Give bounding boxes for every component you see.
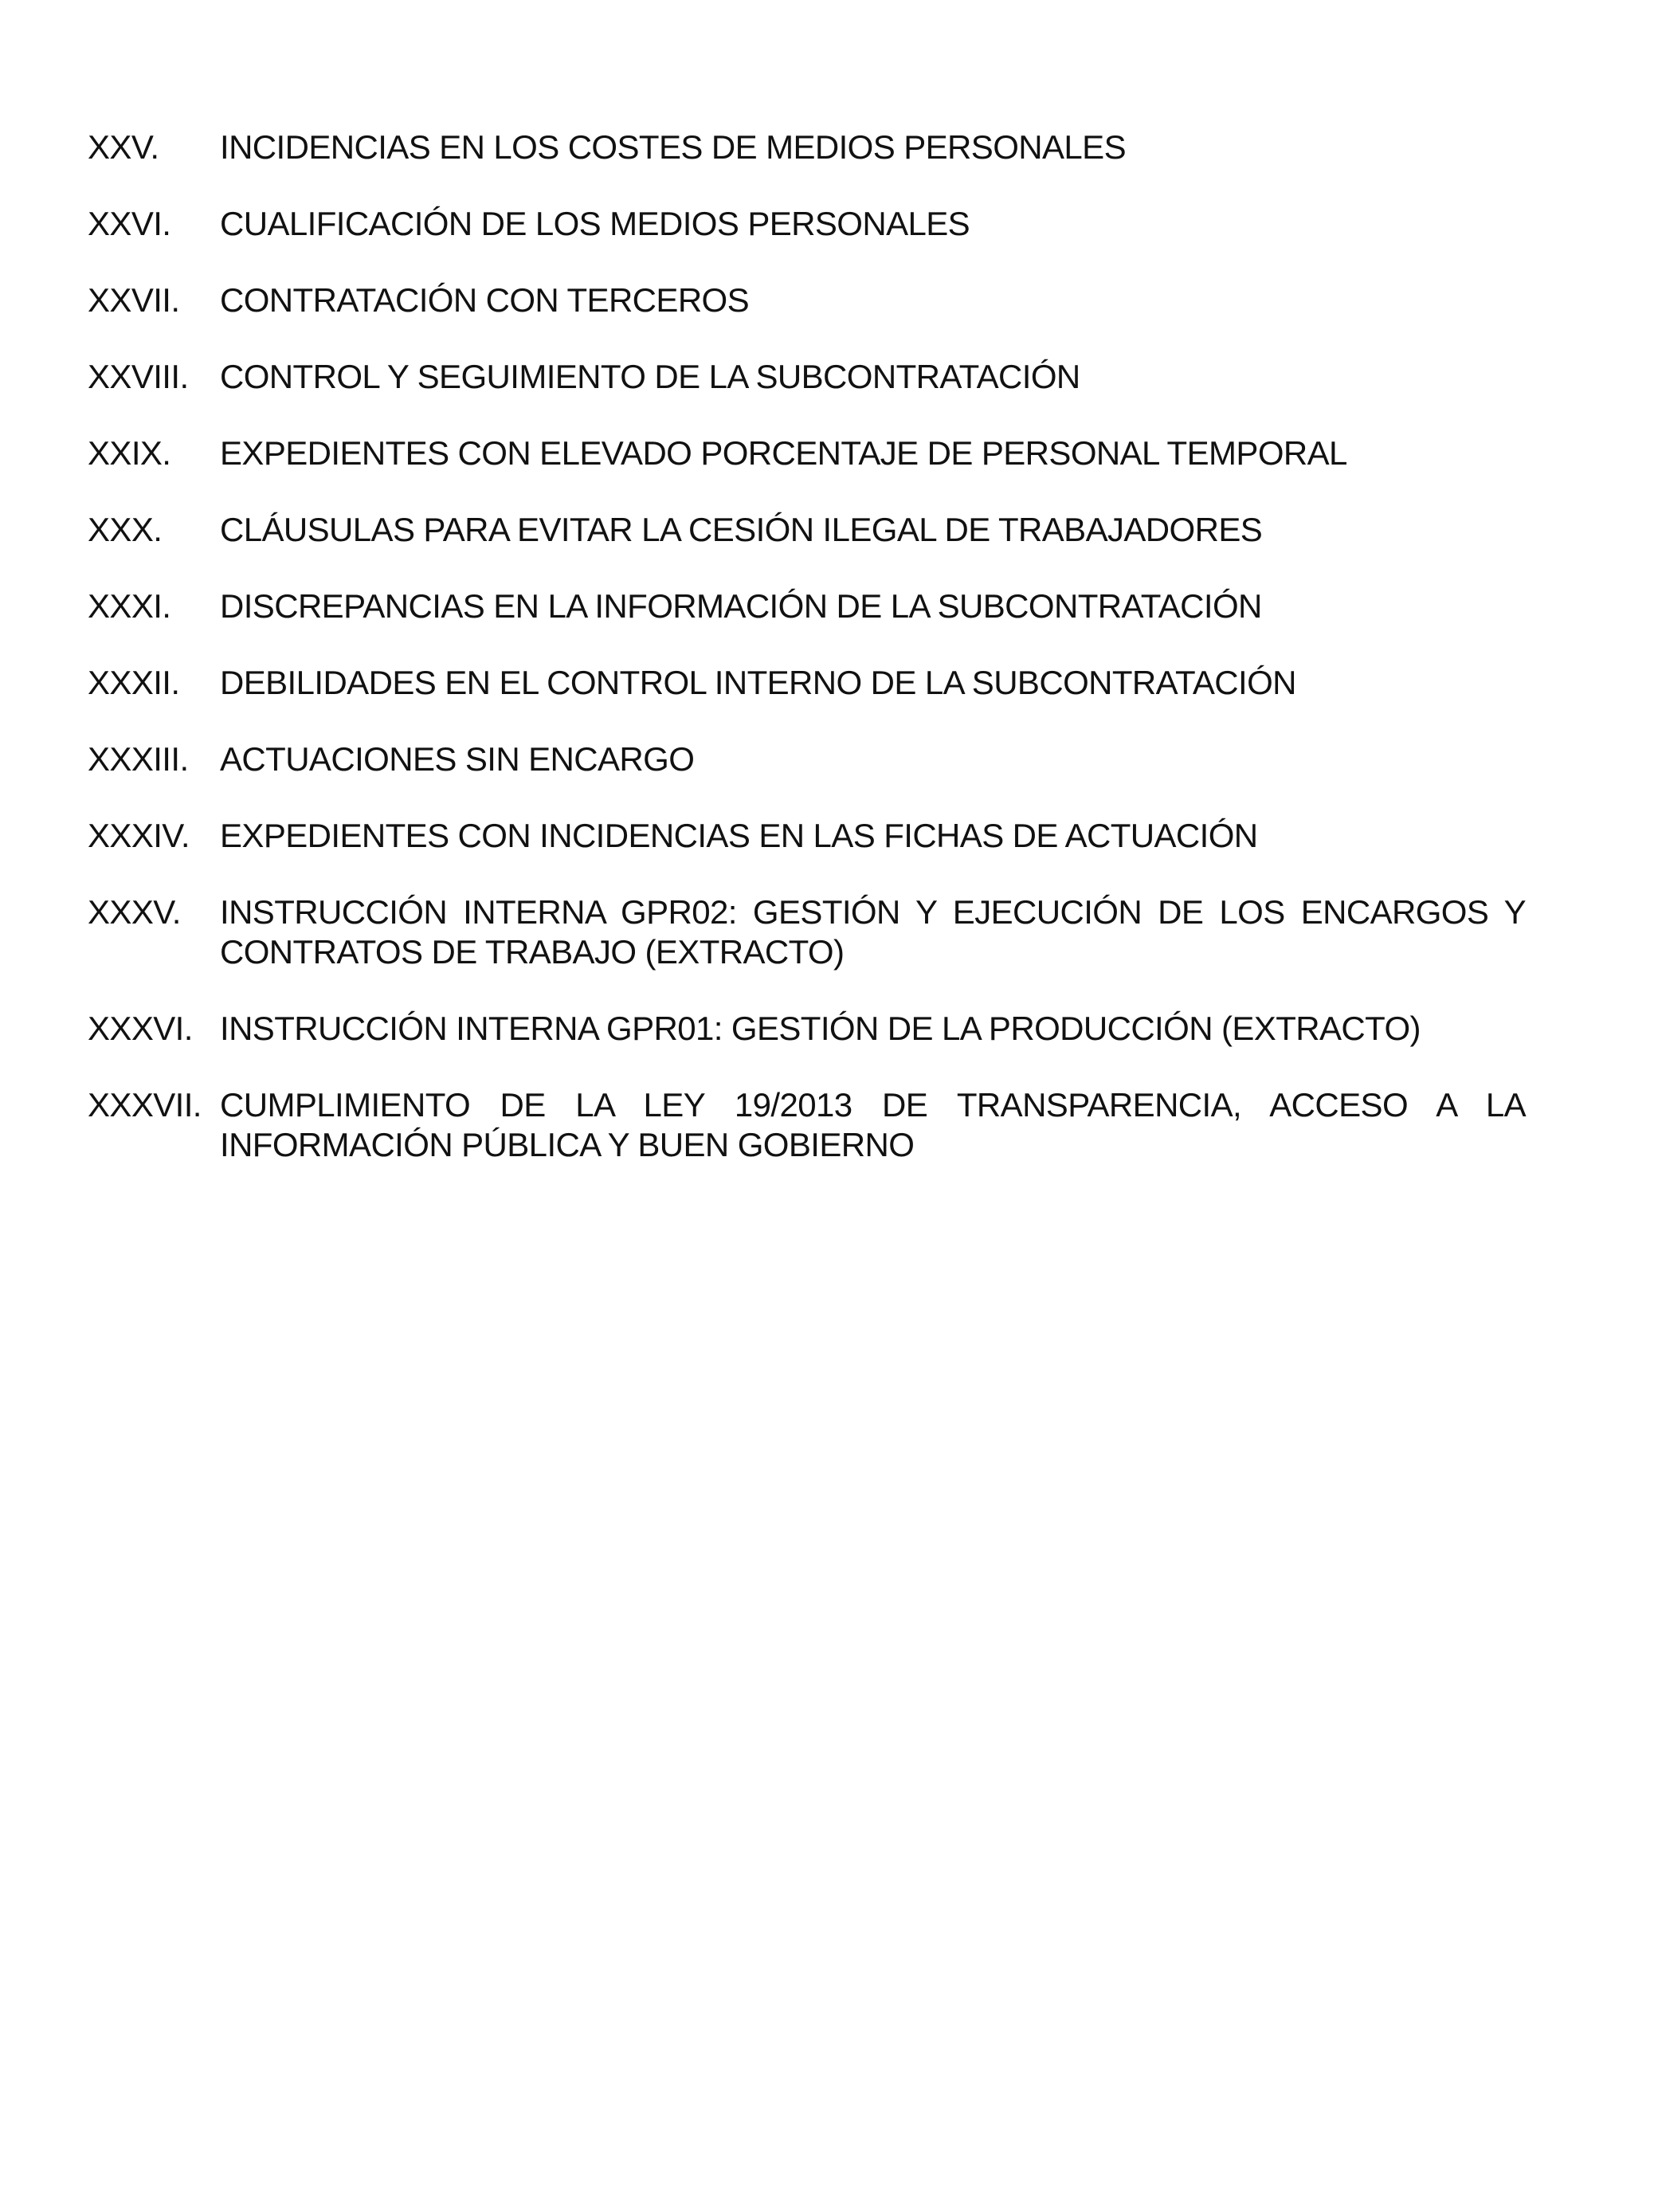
toc-title: CONTRATACIÓN CON TERCEROS — [220, 281, 750, 319]
toc-title: DEBILIDADES EN EL CONTROL INTERNO DE LA SUBCONTRATACIÓN — [220, 664, 1296, 701]
toc-entry-xxviii — [88, 357, 1526, 397]
toc-numeral: XXX. — [88, 511, 163, 548]
toc-numeral: XXVI. — [88, 205, 171, 242]
toc-entry-xxxii — [88, 663, 1526, 703]
toc-title: EXPEDIENTES CON ELEVADO PORCENTAJE DE PERSONAL TEMPORAL — [220, 434, 1347, 472]
toc-entry-xxvii — [88, 280, 1526, 320]
toc-numeral: XXIX. — [88, 434, 171, 472]
toc-title: CUMPLIMIENTO DE LA LEY 19/2013 DE TRANSPARENCIA, ACCESO A LA INFORMACIÓN PÚBLICA Y BUEN GOBIERNO — [220, 1086, 1526, 1163]
toc-entry-xxxiv — [88, 816, 1526, 856]
toc-entry-xxx — [88, 510, 1526, 550]
toc-entry-xxix — [88, 433, 1526, 473]
toc-title: INSTRUCCIÓN INTERNA GPR01: GESTIÓN DE LA PRODUCCIÓN (EXTRACTO) — [220, 1010, 1421, 1047]
toc-numeral: XXXI. — [88, 587, 171, 625]
table-of-contents — [88, 127, 1526, 1202]
toc-entry-xxv — [88, 127, 1526, 167]
toc-numeral: XXXIII. — [88, 740, 189, 778]
toc-numeral: XXXII. — [88, 664, 180, 701]
toc-entry-xxxvi — [88, 1009, 1526, 1049]
toc-title: INCIDENCIAS EN LOS COSTES DE MEDIOS PERSONALES — [220, 128, 1126, 166]
toc-entry-xxvi — [88, 204, 1526, 244]
toc-title: ACTUACIONES SIN ENCARGO — [220, 740, 695, 778]
toc-entry-xxxv — [88, 892, 1526, 972]
toc-title: EXPEDIENTES CON INCIDENCIAS EN LAS FICHAS DE ACTUACIÓN — [220, 817, 1258, 854]
toc-title: CUALIFICACIÓN DE LOS MEDIOS PERSONALES — [220, 205, 970, 242]
toc-numeral: XXXV. — [88, 893, 181, 931]
toc-title: CONTROL Y SEGUIMIENTO DE LA SUBCONTRATACIÓN — [220, 358, 1080, 395]
toc-numeral: XXXIV. — [88, 817, 190, 854]
toc-entry-xxxiii — [88, 739, 1526, 779]
toc-numeral: XXXVII. — [88, 1086, 202, 1124]
toc-numeral: XXVIII. — [88, 358, 189, 395]
toc-numeral: XXXVI. — [88, 1010, 193, 1047]
toc-title: INSTRUCCIÓN INTERNA GPR02: GESTIÓN Y EJECUCIÓN DE LOS ENCARGOS Y CONTRATOS DE TRABAJO (EXTRACTO) — [220, 893, 1526, 971]
toc-numeral: XXVII. — [88, 281, 180, 319]
toc-entry-xxxi — [88, 586, 1526, 626]
toc-entry-xxxvii — [88, 1085, 1526, 1165]
toc-title: CLÁUSULAS PARA EVITAR LA CESIÓN ILEGAL DE TRABAJADORES — [220, 511, 1263, 548]
toc-title: DISCREPANCIAS EN LA INFORMACIÓN DE LA SUBCONTRATACIÓN — [220, 587, 1262, 625]
toc-numeral: XXV. — [88, 128, 159, 166]
